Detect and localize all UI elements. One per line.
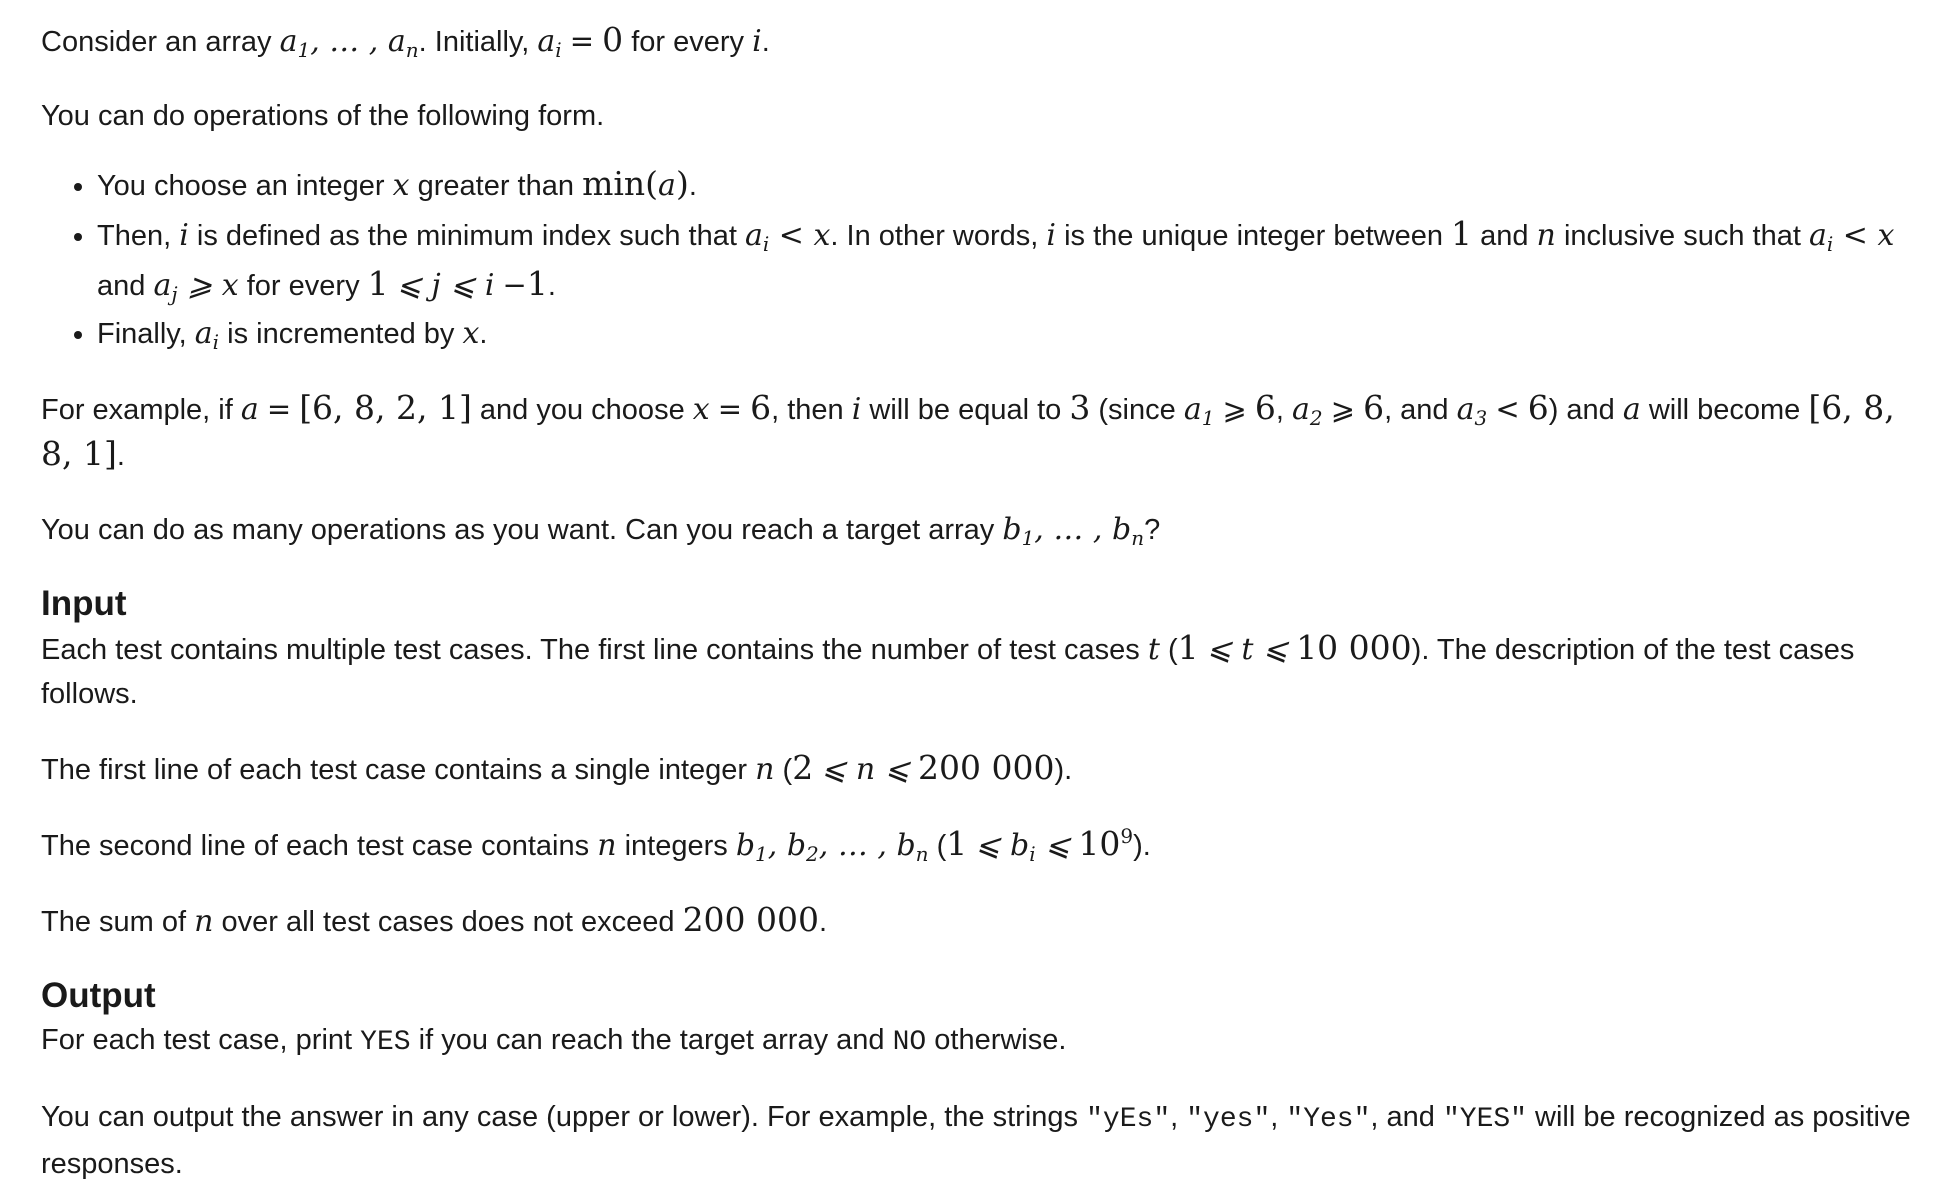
- math-array-a: $a_1$, … , $a_n$: [279, 24, 419, 62]
- list-item: • You choose an integer x greater than min(a).: [97, 160, 1921, 210]
- math-ai: $a_i$: [537, 24, 562, 62]
- input-heading: Input: [41, 584, 127, 623]
- operation-steps-list: [41, 160, 1921, 358]
- list-item: • Then, i is defined as the minimum index such that $a_i < x$. In other words, i is the unique integer between 1 and n inclusive such that $a_i < x$ and $a_j$ ⩾ x for every 1 ⩽ j ⩽ i −1.: [97, 210, 1921, 310]
- intro-paragraph: Consider an array $a_1$, … , $a_n$. Initially, $a_i = 0$ for every i.: [41, 20, 770, 62]
- output-paragraph-2: You can output the answer in any case (upper or lower). For example, the strings "yEs", "yes", "Yes", and "YES" will be recognized as positive responses.: [41, 1101, 1911, 1180]
- output-paragraph-1: For each test case, print YES if you can reach the target array and NO otherwise.: [41, 1024, 1067, 1058]
- input-paragraph-4: The sum of n over all test cases does not exceed 200 000.: [41, 900, 828, 939]
- math-array-b: $b_1$, … , $b_n$: [1002, 512, 1145, 550]
- operations-intro: You can do operations of the following form.: [41, 100, 605, 132]
- input-paragraph-2: The first line of each test case contains a single integer n (2 ⩽ n ⩽ 200 000).: [41, 748, 1073, 787]
- list-item: • Finally, $a_i$ is incremented by x.: [97, 310, 1921, 358]
- example-paragraph: For example, if a = [6, 8, 2, 1] and you choose x = 6, then i will be equal to 3 (since $a_1$ ⩾ 6, $a_2$ ⩾ 6, and $a_3 < 6$) and a will become [6, 8, 8, 1].: [41, 388, 1895, 473]
- math-min-a: min(a): [582, 164, 689, 203]
- output-heading: Output: [41, 976, 156, 1015]
- input-paragraph-1: Each test contains multiple test cases. The first line contains the number of test cases t (1 ⩽ t ⩽ 10 000). The description of the test cases follows.: [41, 628, 1855, 710]
- question-paragraph: You can do as many operations as you want. Can you reach a target array $b_1$, … , $b_n$?: [41, 512, 1161, 550]
- input-paragraph-3: The second line of each test case contains n integers $b_1$, $b_2$, … , $b_n$ (1 ⩽ $b_i$ ⩽ $10^9$).: [41, 824, 1151, 866]
